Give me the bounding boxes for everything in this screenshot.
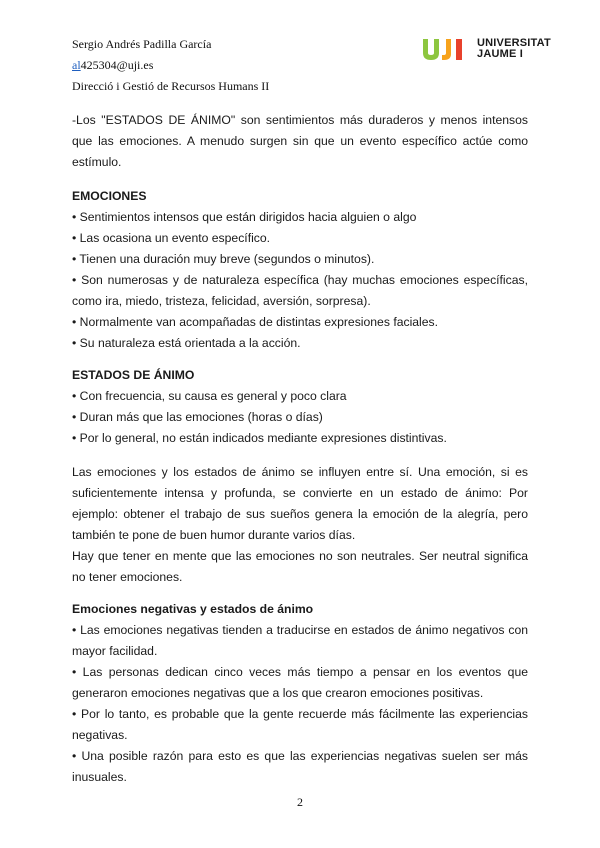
list-item: • Una posible razón para esto es que las experiencias negativas suelen ser más inusuales. xyxy=(72,749,528,784)
uji-logo-mark-icon xyxy=(421,36,471,62)
list-item: • Por lo tanto, es probable que la gente recuerde más fácilmente las experiencias negativas. xyxy=(72,707,528,742)
logo-line-1: UNIVERSITAT xyxy=(477,37,551,49)
author-email[interactable] xyxy=(72,55,269,76)
negativas-heading: Emociones negativas y estados de ánimo xyxy=(72,602,314,616)
list-item: • Sentimientos intensos que están dirigidos hacia alguien o algo xyxy=(72,210,417,224)
course-name: Direcció i Gestió de Recursos Humans II xyxy=(72,79,270,93)
list-item: • Con frecuencia, su causa es general y poco clara xyxy=(72,389,347,403)
logo-line-2: JAUME I xyxy=(477,48,524,60)
list-item: • Su naturaleza está orientada a la acción. xyxy=(72,336,301,350)
page-number: 2 xyxy=(297,795,303,809)
list-item: • Son numerosas y de naturaleza específica (hay muchas emociones específicas, como ira, miedo, tristeza, felicidad, aversión, sorpresa). xyxy=(72,273,528,308)
list-item: • Por lo general, no están indicados mediante expresiones distintivas. xyxy=(72,431,447,445)
author-name: Sergio Andrés Padilla García xyxy=(72,37,212,51)
list-item: • Normalmente van acompañadas de distintas expresiones faciales. xyxy=(72,315,439,329)
page-header xyxy=(72,34,269,97)
body-paragraph: Las emociones y los estados de ánimo se influyen entre sí. Una emoción, si es suficientemente intensa y profunda, se convierte en un estado de ánimo: Por ejemplo: obtener el trabajo de sus sueños genera la emoción de la alegría, pero también te pone de buen humor durante varios días. xyxy=(72,465,528,542)
estados-heading: ESTADOS DE ÁNIMO xyxy=(72,368,195,382)
intro-paragraph: -Los "ESTADOS DE ÁNIMO" son sentimientos más duraderos y menos intensos que las emociones. A menudo surgen sin que un evento específico actúe como estímulo. xyxy=(72,113,528,169)
list-item: • Duran más que las emociones (horas o días) xyxy=(72,410,323,424)
list-item: • Las ocasiona un evento específico. xyxy=(72,231,271,245)
email-link-prefix[interactable]: al xyxy=(72,58,81,72)
list-item: • Las personas dedican cinco veces más tiempo a pensar en los eventos que generaron emociones negativas que a los que crearon emociones positivas. xyxy=(72,665,528,700)
uji-logo xyxy=(421,36,551,62)
email-rest[interactable]: 425304@uji.es xyxy=(80,58,154,72)
list-item: • Tienen una duración muy breve (segundos o minutos). xyxy=(72,252,375,266)
uji-logo-text xyxy=(477,38,551,60)
emociones-heading: EMOCIONES xyxy=(72,189,147,203)
body-paragraph: Hay que tener en mente que las emociones no son neutrales. Ser neutral significa no tener emociones. xyxy=(72,549,528,584)
list-item: • Las emociones negativas tienden a traducirse en estados de ánimo negativos con mayor facilidad. xyxy=(72,623,528,658)
document-body xyxy=(72,110,528,788)
